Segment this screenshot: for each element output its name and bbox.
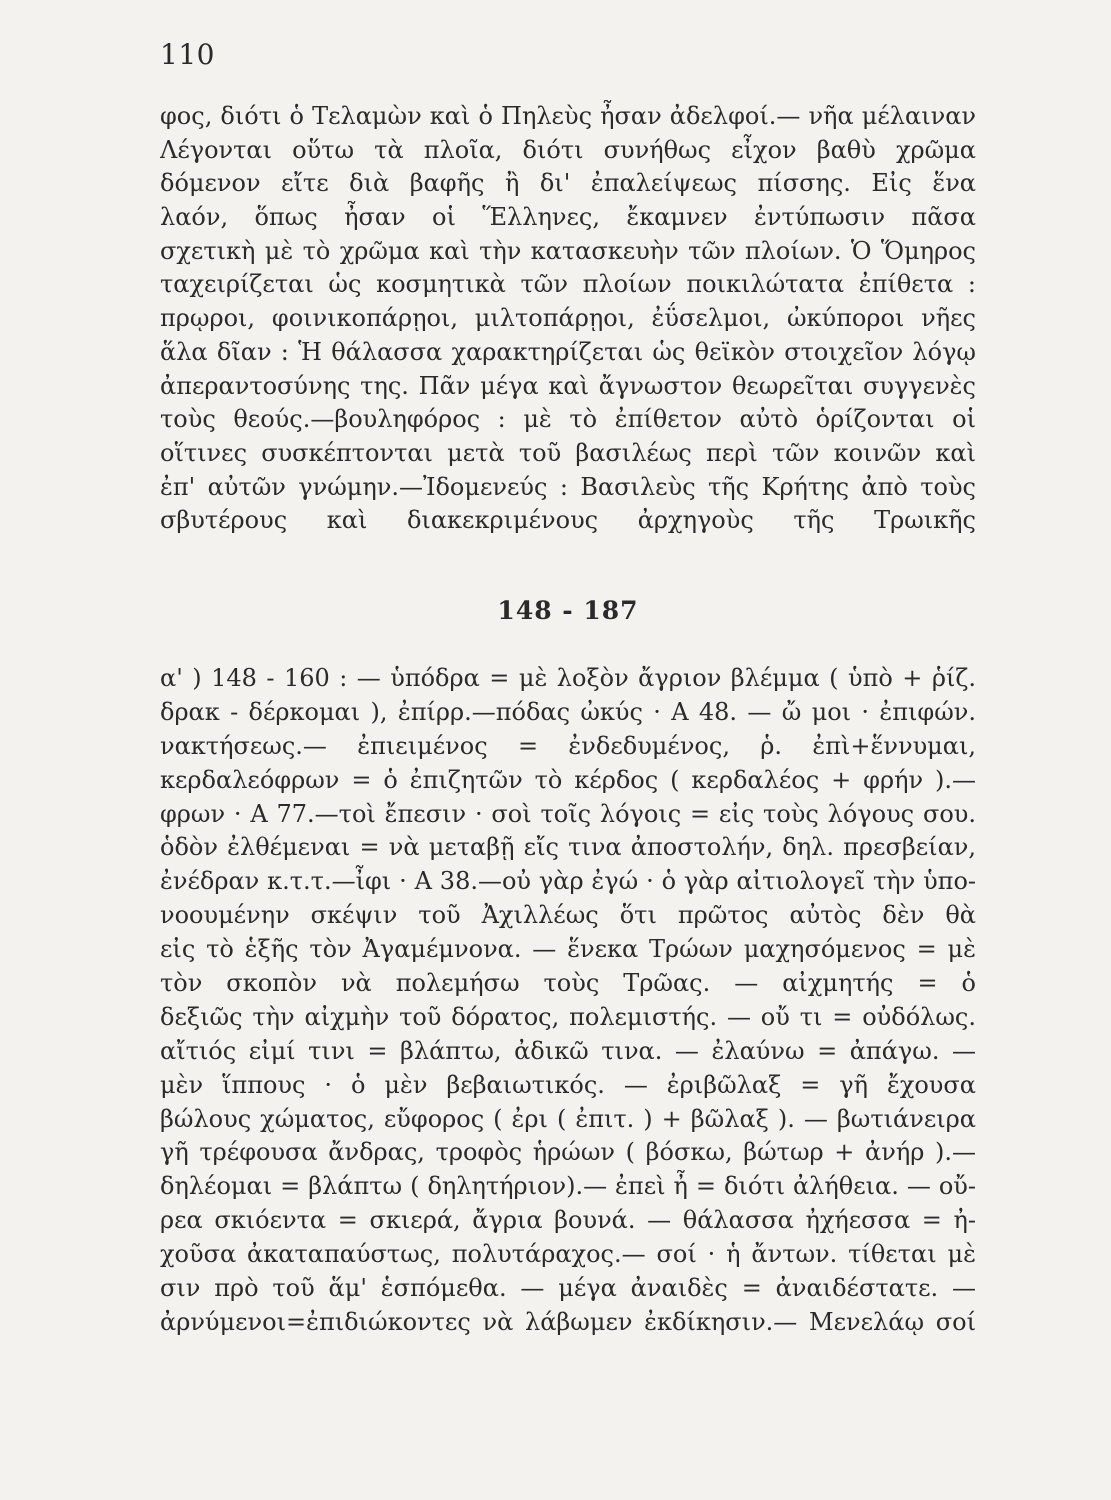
text-line: μὲν ἵππους · ὁ μὲν βεβαιωτικός. — ἐριβῶλαξ = γῆ ἔχουσα	[160, 1070, 976, 1099]
text-line: λαόν, ὅπως ἦσαν οἱ Ἕλληνες, ἔκαμνεν ἐντύπωσιν πᾶσα	[160, 203, 976, 232]
text-line: ἅλα δῖαν : Ἡ θάλασσα χαρακτηρίζεται ὡς θεϊκὸν στοιχεῖον λόγῳ	[160, 337, 976, 366]
text-line: οἵτινες συσκέπτονται μετὰ τοῦ βασιλέως περὶ τῶν κοινῶν καὶ	[160, 438, 976, 467]
text-line: σβυτέρους καὶ διακεκριμένους ἀρχηγοὺς τῆς Τρωικῆς	[160, 506, 976, 535]
text-line: δεξιῶς τὴν αἰχμὴν τοῦ δόρατος, πολεμιστής. — οὔ τι = οὐδόλως.	[160, 1002, 976, 1031]
text-line: σχετικὴ μὲ τὸ χρῶμα καὶ τὴν κατασκευὴν τῶν πλοίων. Ὁ Ὅμηρος	[160, 236, 976, 265]
text-line: γῆ τρέφουσα ἄνδρας, τροφὸς ἡρώων ( βόσκω, βώτωρ + ἀνήρ ).—	[160, 1138, 976, 1167]
text-line: δόμενον εἴτε διὰ βαφῆς ἢ δι' ἐπαλείψεως πίσσης. Εἰς ἕνα	[160, 169, 976, 198]
text-line: ἐνέδραν κ.τ.τ.—ἶφι · Α 38.—οὐ γὰρ ἐγώ · ὁ γὰρ αἰτιολογεῖ τὴν ὑπο-	[160, 867, 976, 896]
text-line: ἀρνύμενοι=ἐπιδιώκοντες νὰ λάβωμεν ἐκδίκησιν.— Μενελάῳ σοί	[160, 1307, 976, 1336]
text-line: φρων · Α 77.—τοὶ ἔπεσιν · σοὶ τοῖς λόγοις = εἰς τοὺς λόγους σου.	[160, 799, 976, 828]
text-line: χοῦσα ἀκαταπαύστως, πολυτάραχος.— σοί · ἡ ἄντων. τίθεται μὲ	[160, 1240, 976, 1269]
text-line: ἐπ' αὐτῶν γνώμην.—Ἰδομενεύς : Βασιλεὺς τῆς Κρήτης ἀπὸ τοὺς	[160, 472, 976, 501]
text-line: Λέγονται οὕτω τὰ πλοῖα, διότι συνήθως εἶχον βαθὺ χρῶμα	[160, 135, 976, 164]
text-line: πρῳροι, φοινικοπάρῃοι, μιλτοπάρῃοι, ἐΰσελμοι, ὠκύποροι νῆες	[160, 304, 976, 333]
text-line: δρακ - δέρκομαι ), ἐπίρρ.—πόδας ὠκύς · Α 48. — ὤ μοι · ἐπιφών.	[160, 697, 976, 726]
section-heading: 148 - 187	[497, 596, 639, 625]
text-line: βώλους χώματος, εὔφορος ( ἐρι ( ἐπιτ. ) + βῶλαξ ). — βωτιάνειρα	[160, 1104, 976, 1133]
text-line: δηλέομαι = βλάπτω ( δηλητήριον).— ἐπεὶ ἦ = διότι ἀλήθεια. — οὔ-	[160, 1172, 976, 1201]
text-line: κερδαλεόφρων = ὁ ἐπιζητῶν τὸ κέρδος ( κερδαλέος + φρήν ).—	[160, 765, 976, 794]
text-line: νακτήσεως.— ἐπιειμένος = ἐνδεδυμένος, ῥ. ἐπὶ+ἕννυμαι,	[160, 731, 976, 760]
page-number: 110	[160, 38, 215, 71]
text-line: ταχειρίζεται ὡς κοσμητικὰ τῶν πλοίων ποικιλώτατα ἐπίθετα :	[160, 270, 976, 299]
text-line: ἀπεραντοσύνης της. Πᾶν μέγα καὶ ἄγνωστον θεωρεῖται συγγενὲς	[160, 371, 976, 400]
commentary-paragraph-2	[160, 662, 976, 1340]
commentary-paragraph-1	[160, 100, 976, 538]
text-line: τὸν σκοπὸν νὰ πολεμήσω τοὺς Τρῶας. — αἰχμητής = ὁ	[160, 969, 976, 998]
text-line: σιν πρὸ τοῦ ἅμ' ἑσπόμεθα. — μέγα ἀναιδὲς = ἀναιδέστατε. —	[160, 1274, 976, 1303]
text-line: αἴτιός εἰμί τινι = βλάπτω, ἀδικῶ τινα. — ἐλαύνω = ἀπάγω. —	[160, 1036, 976, 1065]
text-line: νοουμένην σκέψιν τοῦ Ἀχιλλέως ὅτι πρῶτος αὐτὸς δὲν θὰ	[160, 901, 976, 930]
text-line: εἰς τὸ ἑξῆς τὸν Ἀγαμέμνονα. — ἕνεκα Τρώων μαχησόμενος = μὲ	[160, 935, 976, 964]
text-line: α' ) 148 - 160 : — ὑπόδρα = μὲ λοξὸν ἄγριον βλέμμα ( ὑπὸ + ῥίζ.	[160, 664, 976, 692]
text-line: ὁδὸν ἐλθέμεναι = νὰ μεταβῇ εἴς τινα ἀποστολήν, δηλ. πρεσβείαν,	[160, 833, 976, 862]
text-line: φος, διότι ὁ Τελαμὼν καὶ ὁ Πηλεὺς ἦσαν ἀδελφοί.— νῆα μέλαιναν	[160, 102, 976, 130]
text-line: τοὺς θεούς.—βουληφόρος : μὲ τὸ ἐπίθετον αὐτὸ ὁρίζονται οἱ	[160, 405, 976, 434]
text-line: ρεα σκιόεντα = σκιερά, ἄγρια βουνά. — θάλασσα ἠχήεσσα = ἠ-	[160, 1206, 976, 1235]
